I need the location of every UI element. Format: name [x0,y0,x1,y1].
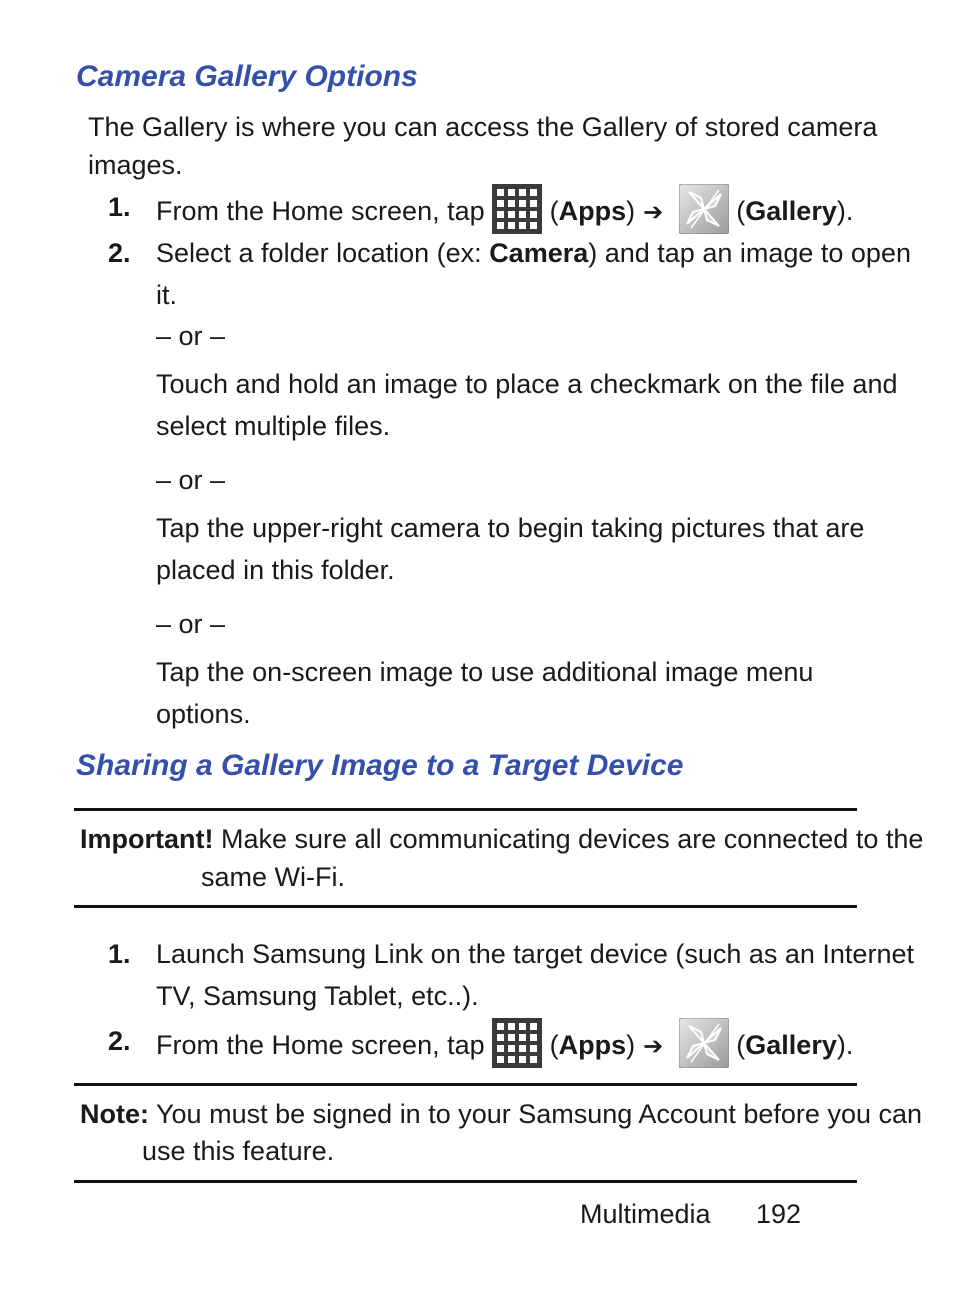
arrow-right-icon: ➔ [643,1033,664,1061]
alt-2-line-1: Tap the upper-right camera to begin taking pictures that are [156,513,865,543]
step-2-text-a: Select a folder location (ex: [156,238,490,268]
apps-label: Apps [558,196,627,227]
footer-section-name: Multimedia [580,1199,711,1229]
apps-grid-icon [492,1018,542,1068]
note-text-1: You must be signed in to your Samsung Account before you can [156,1099,923,1129]
or-separator-3: – or – [156,609,226,639]
important-label: Important! [80,824,214,854]
step-1-text: From the Home screen, tap (Apps) ➔ (Gallery). [156,188,853,238]
important-top-rule [74,808,857,811]
apps-label: Apps [558,1030,627,1061]
step-2-bold-camera: Camera [489,238,589,268]
section-heading-sharing-gallery-image: Sharing a Gallery Image to a Target Device [76,749,684,782]
share-step-1-line-1: Launch Samsung Link on the target device (such as an Internet [156,939,914,969]
share-step-number-1: 1. [108,939,131,969]
note-line-1 [80,1095,922,1133]
section-heading-camera-gallery-options: Camera Gallery Options [76,60,418,93]
note-bottom-rule [74,1180,857,1183]
or-separator-2: – or – [156,465,226,495]
step-2-line-2: it. [156,280,178,310]
alt-3-line-2: options. [156,699,251,729]
footer-page-number: 192 [756,1199,802,1229]
note-label: Note: [80,1099,149,1129]
step-1-prefix: From the Home screen, tap [156,196,485,227]
alt-3-line-1: Tap the on-screen image to use additional image menu [156,657,814,687]
or-separator-1: – or – [156,321,226,351]
gallery-label: Gallery [745,1030,837,1061]
alt-2-line-2: placed in this folder. [156,555,395,585]
important-text-1: Make sure all communicating devices are connected to the [221,824,924,854]
step-number-2: 2. [108,238,131,268]
intro-line-1: The Gallery is where you can access the Gallery of stored camera [88,112,878,142]
share-step-2-prefix: From the Home screen, tap [156,1030,485,1061]
note-line-2: use this feature. [142,1136,335,1166]
important-bottom-rule [74,905,857,908]
note-top-rule [74,1083,857,1086]
share-step-1-line-2: TV, Samsung Tablet, etc..). [156,981,479,1011]
step-2-line-1 [156,234,911,272]
important-line-2: same Wi-Fi. [201,862,345,892]
alt-1-line-1: Touch and hold an image to place a checkmark on the file and [156,369,898,399]
important-line-1 [80,820,923,858]
apps-grid-icon [492,184,542,234]
intro-line-2: images. [88,150,183,180]
share-step-number-2: 2. [108,1026,131,1056]
step-number-1: 1. [108,192,131,222]
step-2-text-b: ) and tap an image to open [588,238,911,268]
gallery-pinwheel-icon [679,1018,729,1068]
gallery-pinwheel-icon [679,184,729,234]
share-step-2-text: From the Home screen, tap (Apps) ➔ (Gallery). [156,1022,853,1072]
alt-1-line-2: select multiple files. [156,411,391,441]
arrow-right-icon: ➔ [643,199,664,227]
gallery-label: Gallery [745,196,837,227]
